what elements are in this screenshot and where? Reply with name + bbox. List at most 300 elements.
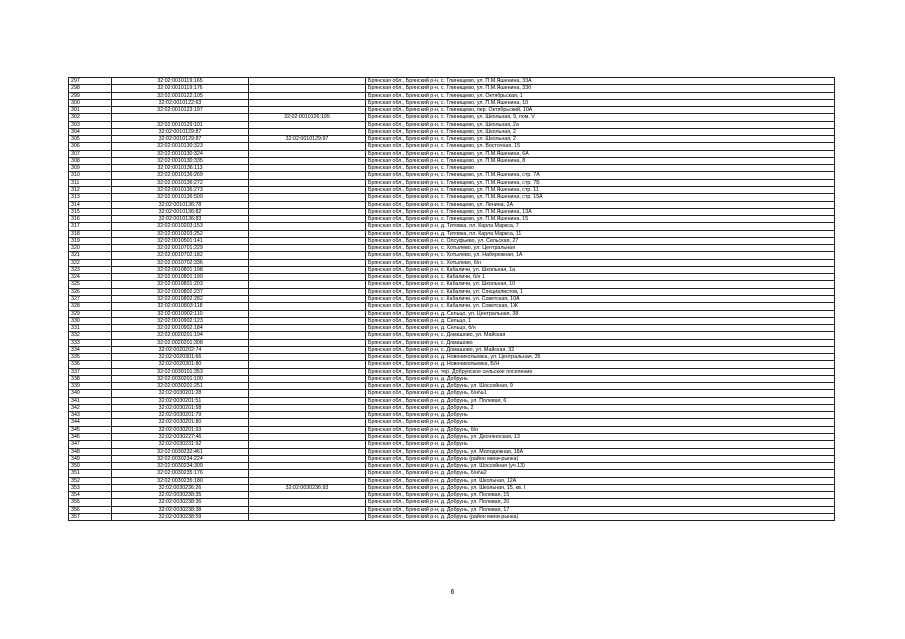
parent-cadastral-number-cell <box>249 78 366 85</box>
address-cell: Брянская обл., Брянский р-н, д. Добрунь, ул. Школьная, 12А <box>366 477 835 484</box>
page-number: 6 <box>450 589 455 596</box>
parent-cadastral-number-cell <box>249 368 366 375</box>
cadastral-number-cell: 32:02:0030238:59 <box>112 513 249 520</box>
parent-cadastral-number-cell <box>249 295 366 302</box>
table-row <box>69 434 835 441</box>
table-row <box>69 339 835 346</box>
parent-cadastral-number-cell <box>249 165 366 172</box>
row-number-cell: 346 <box>69 434 112 441</box>
row-number-cell: 313 <box>69 194 112 201</box>
cadastral-number-cell: 32:02:0030232:461 <box>112 448 249 455</box>
row-number-cell: 297 <box>69 78 112 85</box>
cadastral-number-cell: 32:02:0030201:51 <box>112 397 249 404</box>
row-number-cell: 307 <box>69 150 112 157</box>
cadastral-number-cell: 32:02:0010802:237 <box>112 288 249 295</box>
cadastral-number-cell: 32:02:0030201:100 <box>112 375 249 382</box>
parent-cadastral-number-cell <box>249 506 366 513</box>
address-cell: Брянская обл., Брянский р-н, д. Добрунь, ул. Шоссейная (уч.13) <box>366 463 835 470</box>
address-cell: Брянская обл., Брянский р-н, с. Кабаличи, ул. Специалистов, 1 <box>366 288 835 295</box>
row-number-cell: 306 <box>69 143 112 150</box>
address-cell: Брянская обл., Брянский р-н, с. Глинищево, ул. Школьная, 2а <box>366 121 835 128</box>
address-cell: Брянская обл., Брянский р-н, д. Добрунь, б/н№1 <box>366 390 835 397</box>
cadastral-number-cell: 32:02:0010136:83 <box>112 216 249 223</box>
table-row <box>69 216 835 223</box>
row-number-cell: 322 <box>69 259 112 266</box>
row-number-cell: 305 <box>69 136 112 143</box>
parent-cadastral-number-cell <box>249 150 366 157</box>
cadastral-number-cell: 32:02:0030238:36 <box>112 499 249 506</box>
address-cell: Брянская обл., Брянский р-н, д. Титовка, пл. Карла Маркса, 11 <box>366 230 835 237</box>
parent-cadastral-number-cell <box>249 397 366 404</box>
address-cell: Брянская обл., Брянский р-н, с. Глинищево, ул. П.М.Яшенина, стр. 15А <box>366 194 835 201</box>
table-row <box>69 157 835 164</box>
table-row <box>69 441 835 448</box>
table-row <box>69 484 835 491</box>
row-number-cell: 327 <box>69 295 112 302</box>
table-row <box>69 237 835 244</box>
cadastral-number-cell: 32:02:0010136:269 <box>112 172 249 179</box>
cadastral-number-cell: 32:02:0030227:46 <box>112 434 249 441</box>
row-number-cell: 336 <box>69 361 112 368</box>
table-row <box>69 150 835 157</box>
row-number-cell: 319 <box>69 237 112 244</box>
address-cell: Брянская обл., Брянский р-н, д. Добрунь (район мини-рынка) <box>366 455 835 462</box>
table-row <box>69 274 835 281</box>
address-cell: Брянская обл., Брянский р-н, с. Глинищево, ул. Ленина, 2А <box>366 201 835 208</box>
table-row <box>69 375 835 382</box>
table-row <box>69 470 835 477</box>
parent-cadastral-number-cell <box>249 317 366 324</box>
parent-cadastral-number-cell <box>249 230 366 237</box>
cadastral-number-cell: 32:02:0010119:176 <box>112 85 249 92</box>
row-number-cell: 325 <box>69 281 112 288</box>
table-row <box>69 354 835 361</box>
cadastral-number-cell: 32:02:0020301:66 <box>112 354 249 361</box>
row-number-cell: 337 <box>69 368 112 375</box>
parent-cadastral-number-cell <box>249 412 366 419</box>
parent-cadastral-number-cell <box>249 477 366 484</box>
address-cell: Брянская обл., Брянский р-н, с. Кабаличи, б/н 1 <box>366 274 835 281</box>
parent-cadastral-number-cell <box>249 245 366 252</box>
table-row <box>69 78 835 85</box>
cadastral-number-cell: 32:02:0030238:38 <box>112 506 249 513</box>
table-row <box>69 448 835 455</box>
table-row <box>69 245 835 252</box>
parent-cadastral-number-cell: 32:02:0010129:97 <box>249 136 366 143</box>
cadastral-number-cell: 32:02:0010136:113 <box>112 165 249 172</box>
address-cell: Брянская обл., Брянский р-н, с. Кабаличи, ул. Советская, 1Ж <box>366 303 835 310</box>
cadastral-number-cell: 32:02:0010801:203 <box>112 281 249 288</box>
cadastral-number-cell: 32:02:0010802:282 <box>112 295 249 302</box>
cadastral-number-cell: 32:02:0010136:273 <box>112 186 249 193</box>
parent-cadastral-number-cell <box>249 361 366 368</box>
cadastral-number-cell: 32:02:0010902:184 <box>112 325 249 332</box>
row-number-cell: 347 <box>69 441 112 448</box>
table-row <box>69 325 835 332</box>
table-row <box>69 172 835 179</box>
address-cell: Брянская обл., Брянский р-н, с. Глинищево, ул. П.М.Яшенина, стр. 7Б <box>366 179 835 186</box>
address-cell: Брянская обл., Брянский р-н, с. Хотылево, ул. Набережная, 1А <box>366 252 835 259</box>
address-cell: Брянская обл., Брянский р-н, с. Хотылево, б/н <box>366 259 835 266</box>
cadastral-number-cell: 32:02:0030101:353 <box>112 368 249 375</box>
parent-cadastral-number-cell <box>249 499 366 506</box>
cadastral-number-cell: 32:02:0020202:74 <box>112 346 249 353</box>
address-cell: Брянская обл., Брянский р-н, д. Новоникольевка, Б/Н <box>366 361 835 368</box>
address-cell: Брянская обл., Брянский р-н, с. Олсуфьево, ул. Сельская, 27 <box>366 237 835 244</box>
table-row <box>69 383 835 390</box>
row-number-cell: 350 <box>69 463 112 470</box>
cadastral-number-cell: 32:02:0010119:165 <box>112 78 249 85</box>
parent-cadastral-number-cell <box>249 157 366 164</box>
cadastral-number-cell: 32:02:0010129:87 <box>112 128 249 135</box>
table-row <box>69 194 835 201</box>
address-cell: Брянская обл., Брянский р-н, с. Глинищево, ул. Школьная, 2 <box>366 128 835 135</box>
table-row <box>69 419 835 426</box>
cadastral-number-cell: 32:02:0030235:180 <box>112 477 249 484</box>
address-cell: Брянская обл., Брянский р-н, с. Домашово <box>366 339 835 346</box>
parent-cadastral-number-cell <box>249 383 366 390</box>
parent-cadastral-number-cell <box>249 448 366 455</box>
parent-cadastral-number-cell <box>249 354 366 361</box>
address-cell: Брянская обл., Брянский р-н, с. Глинищево, ул. Октябрьская, 1 <box>366 92 835 99</box>
cadastral-number-cell: 32:02:0010801:199 <box>112 274 249 281</box>
address-cell: Брянская обл., Брянский р-н, д. Добрунь <box>366 441 835 448</box>
table-row <box>69 223 835 230</box>
table-row <box>69 317 835 324</box>
row-number-cell: 339 <box>69 383 112 390</box>
row-number-cell: 342 <box>69 404 112 411</box>
address-cell: Брянская обл., Брянский р-н, с. Глинищево, ул. П.М.Яшенина, 13А <box>366 208 835 215</box>
row-number-cell: 353 <box>69 484 112 491</box>
row-number-cell: 310 <box>69 172 112 179</box>
address-cell: Брянская обл., Брянский р-н, д. Сельцо, 1 <box>366 317 835 324</box>
cadastral-number-cell: 32:02:0030201:80 <box>112 419 249 426</box>
row-number-cell: 300 <box>69 99 112 106</box>
cadastral-number-cell: 32:02:0010122:105 <box>112 92 249 99</box>
row-number-cell: 352 <box>69 477 112 484</box>
address-cell: Брянская обл., Брянский р-н, д. Добрунь, б/н№2 <box>366 470 835 477</box>
row-number-cell: 345 <box>69 426 112 433</box>
address-cell: Брянская обл., Брянский р-н, с. Глинищево, ул. П.М.Яшенина, 15 <box>366 216 835 223</box>
parent-cadastral-number-cell <box>249 434 366 441</box>
cadastral-number-cell: 32:02:0030238:35 <box>112 492 249 499</box>
row-number-cell: 311 <box>69 179 112 186</box>
table-row <box>69 230 835 237</box>
cadastral-number-cell: 32:02:0010702:182 <box>112 252 249 259</box>
parent-cadastral-number-cell <box>249 121 366 128</box>
parent-cadastral-number-cell <box>249 310 366 317</box>
parent-cadastral-number-cell <box>249 390 366 397</box>
cadastral-number-cell: 32:02:0010902:123 <box>112 317 249 324</box>
address-cell: Брянская обл., Брянский р-н, с. Глинищево, ул. П.М.Яшенина, стр. 7А <box>366 172 835 179</box>
table-row <box>69 426 835 433</box>
table-row <box>69 266 835 273</box>
row-number-cell: 317 <box>69 223 112 230</box>
table-row <box>69 404 835 411</box>
parent-cadastral-number-cell <box>249 252 366 259</box>
cadastral-number-cell: 32:02:0010123:197 <box>112 107 249 114</box>
table-row <box>69 121 835 128</box>
cadastral-number-cell: 32:02:0010701:229 <box>112 245 249 252</box>
row-number-cell: 356 <box>69 506 112 513</box>
parent-cadastral-number-cell <box>249 208 366 215</box>
cadastral-number-cell: 32:02:0010203:252 <box>112 230 249 237</box>
row-number-cell: 333 <box>69 339 112 346</box>
address-cell: Брянская обл., Брянский р-н, д. Добрунь, ул. Шоссейная, 9 <box>366 383 835 390</box>
table-row <box>69 186 835 193</box>
table-row <box>69 179 835 186</box>
table-row <box>69 332 835 339</box>
table-row <box>69 506 835 513</box>
row-number-cell: 326 <box>69 288 112 295</box>
table-row <box>69 361 835 368</box>
parent-cadastral-number-cell: 32:02:0010126:195 <box>249 114 366 121</box>
parent-cadastral-number-cell <box>249 143 366 150</box>
cadastral-number-cell: 32:02:0010130:324 <box>112 150 249 157</box>
parent-cadastral-number-cell <box>249 455 366 462</box>
table-row <box>69 143 835 150</box>
address-cell: Брянская обл., Брянский р-н, д. Добрунь, ул. Полевая, 6 <box>366 397 835 404</box>
table-row <box>69 288 835 295</box>
parent-cadastral-number-cell <box>249 237 366 244</box>
parent-cadastral-number-cell <box>249 172 366 179</box>
parent-cadastral-number-cell <box>249 426 366 433</box>
cadastral-number-cell: 32:02:0030201:251 <box>112 383 249 390</box>
row-number-cell: 309 <box>69 165 112 172</box>
cadastral-number-cell: 32:02:0030236:26 <box>112 484 249 491</box>
registry-table-body <box>69 78 835 521</box>
cadastral-number-cell: 32:02:0010122:63 <box>112 99 249 106</box>
table-row <box>69 281 835 288</box>
row-number-cell: 323 <box>69 266 112 273</box>
address-cell: Брянская обл., Брянский р-н, д. Сельцо, б/н <box>366 325 835 332</box>
table-row <box>69 114 835 121</box>
row-number-cell: 303 <box>69 121 112 128</box>
cadastral-number-cell: 32:02:0020301:80 <box>112 361 249 368</box>
parent-cadastral-number-cell <box>249 216 366 223</box>
row-number-cell: 301 <box>69 107 112 114</box>
row-number-cell: 315 <box>69 208 112 215</box>
cadastral-number-cell: 32:02:0010136:509 <box>112 194 249 201</box>
address-cell: Брянская обл., Брянский р-н, д. Добрунь <box>366 412 835 419</box>
parent-cadastral-number-cell <box>249 92 366 99</box>
address-cell: Брянская обл., Брянский р-н, с. Глинищево, ул. Восточная, 15 <box>366 143 835 150</box>
row-number-cell: 338 <box>69 375 112 382</box>
table-row <box>69 128 835 135</box>
row-number-cell: 331 <box>69 325 112 332</box>
address-cell: Брянская обл., Брянский р-н, д. Добрунь (район мини-рынка) <box>366 513 835 520</box>
cadastral-number-cell: 32:02:0010902:110 <box>112 310 249 317</box>
parent-cadastral-number-cell <box>249 332 366 339</box>
cadastral-number-cell: 32:02:0010803:118 <box>112 303 249 310</box>
table-row <box>69 201 835 208</box>
address-cell: Брянская обл., Брянский р-н, д. Добрунь <box>366 375 835 382</box>
address-cell: Брянская обл., Брянский р-н, с. Домашово, ул. Майская <box>366 332 835 339</box>
row-number-cell: 357 <box>69 513 112 520</box>
row-number-cell: 334 <box>69 346 112 353</box>
parent-cadastral-number-cell <box>249 419 366 426</box>
row-number-cell: 328 <box>69 303 112 310</box>
address-cell: Брянская обл., Брянский р-н, с. Глинищево, ул. П.М.Яшенина, стр. 11 <box>366 186 835 193</box>
row-number-cell: 354 <box>69 492 112 499</box>
cadastral-number-cell: 32:02:0030234:309 <box>112 463 249 470</box>
parent-cadastral-number-cell: 32:02:0030236:93 <box>249 484 366 491</box>
cadastral-number-cell: 32:02:0030235:176 <box>112 470 249 477</box>
cadastral-number-cell: 32:02:0010129:101 <box>112 121 249 128</box>
cadastral-number-cell: 32:02:0030201:93 <box>112 426 249 433</box>
row-number-cell: 308 <box>69 157 112 164</box>
address-cell: Брянская обл., Брянский р-н, д. Титовка, пл. Карла Маркса, 7 <box>366 223 835 230</box>
table-row <box>69 499 835 506</box>
address-cell: Брянская обл., Брянский р-н, с. Домашово, ул. Майская, 32 <box>366 346 835 353</box>
row-number-cell: 321 <box>69 252 112 259</box>
table-row <box>69 492 835 499</box>
row-number-cell: 312 <box>69 186 112 193</box>
cadastral-number-cell: 32:02:0010203:153 <box>112 223 249 230</box>
table-row <box>69 99 835 106</box>
row-number-cell: 304 <box>69 128 112 135</box>
address-cell: Брянская обл., Брянский р-н, д. Добрунь, б/н <box>366 426 835 433</box>
parent-cadastral-number-cell <box>249 288 366 295</box>
cadastral-number-cell: 32:02:0010130:335 <box>112 157 249 164</box>
row-number-cell: 343 <box>69 412 112 419</box>
row-number-cell: 320 <box>69 245 112 252</box>
row-number-cell: 299 <box>69 92 112 99</box>
cadastral-number-cell: 32:02:0030201:58 <box>112 404 249 411</box>
table-row <box>69 346 835 353</box>
registry-table <box>68 77 835 521</box>
table-row <box>69 310 835 317</box>
address-cell: Брянская обл., Брянский р-н, с. Глинищево, ул. П.М.Яшенина, 33А <box>366 78 835 85</box>
address-cell: Брянская обл., Брянский р-н, с. Глинищево, ул. Школьная, 9, пом. V <box>366 114 835 121</box>
address-cell: Брянская обл., Брянский р-н, д. Добрунь, ул. Школьная, 15, кв. I <box>366 484 835 491</box>
address-cell: Брянская обл., Брянский р-н, д. Добрунь, ул. Полевая, 20 <box>366 499 835 506</box>
parent-cadastral-number-cell <box>249 325 366 332</box>
parent-cadastral-number-cell <box>249 513 366 520</box>
parent-cadastral-number-cell <box>249 346 366 353</box>
address-cell: Брянская обл., Брянский р-н, тер. Добрунское сельское поселение <box>366 368 835 375</box>
parent-cadastral-number-cell <box>249 223 366 230</box>
address-cell: Брянская обл., Брянский р-н, д. Добрунь, ул. Молодежная, 18А <box>366 448 835 455</box>
parent-cadastral-number-cell <box>249 201 366 208</box>
address-cell: Брянская обл., Брянский р-н, с. Глинищево, пер. Октябрьский, 10А <box>366 107 835 114</box>
address-cell: Брянская обл., Брянский р-н, с. Глинищево, ул. П.М.Яшенина, 10 <box>366 99 835 106</box>
parent-cadastral-number-cell <box>249 492 366 499</box>
cadastral-number-cell: 32:02:0020201:308 <box>112 339 249 346</box>
table-row <box>69 463 835 470</box>
parent-cadastral-number-cell <box>249 303 366 310</box>
parent-cadastral-number-cell <box>249 107 366 114</box>
cadastral-number-cell: 32:02:0030234:224 <box>112 455 249 462</box>
parent-cadastral-number-cell <box>249 186 366 193</box>
row-number-cell: 340 <box>69 390 112 397</box>
parent-cadastral-number-cell <box>249 470 366 477</box>
cadastral-number-cell: 32:02:0020201:194 <box>112 332 249 339</box>
cadastral-number-cell: 32:02:0010801:198 <box>112 266 249 273</box>
row-number-cell: 335 <box>69 354 112 361</box>
cadastral-number-cell: 32:02:0010702:336 <box>112 259 249 266</box>
parent-cadastral-number-cell <box>249 463 366 470</box>
row-number-cell: 351 <box>69 470 112 477</box>
table-row <box>69 107 835 114</box>
table-row <box>69 397 835 404</box>
parent-cadastral-number-cell <box>249 266 366 273</box>
row-number-cell: 318 <box>69 230 112 237</box>
cadastral-number-cell <box>112 114 249 121</box>
address-cell: Брянская обл., Брянский р-н, с. Кабаличи, ул. Школьная, 10 <box>366 281 835 288</box>
parent-cadastral-number-cell <box>249 85 366 92</box>
table-row <box>69 208 835 215</box>
parent-cadastral-number-cell <box>249 259 366 266</box>
cadastral-number-cell: 32:02:0010136:78 <box>112 201 249 208</box>
cadastral-number-cell: 32:02:0030231:92 <box>112 441 249 448</box>
cadastral-number-cell: 32:02:0010129:87 <box>112 136 249 143</box>
table-row <box>69 92 835 99</box>
parent-cadastral-number-cell <box>249 194 366 201</box>
parent-cadastral-number-cell <box>249 99 366 106</box>
row-number-cell: 314 <box>69 201 112 208</box>
address-cell: Брянская обл., Брянский р-н, д. Новоникольевка, ул. Центральная, 35 <box>366 354 835 361</box>
table-row <box>69 295 835 302</box>
table-row <box>69 368 835 375</box>
address-cell: Брянская обл., Брянский р-н, д. Добрунь, 2 <box>366 404 835 411</box>
row-number-cell: 324 <box>69 274 112 281</box>
row-number-cell: 348 <box>69 448 112 455</box>
parent-cadastral-number-cell <box>249 179 366 186</box>
cadastral-number-cell: 32:02:0030201:79 <box>112 412 249 419</box>
address-cell: Брянская обл., Брянский р-н, с. Глинищево, ул. П.М.Яшенина, 6А <box>366 150 835 157</box>
table-row <box>69 85 835 92</box>
table-row <box>69 303 835 310</box>
table-row <box>69 412 835 419</box>
address-cell: Брянская обл., Брянский р-н, д. Сельцо, ул. Центральная, 38 <box>366 310 835 317</box>
parent-cadastral-number-cell <box>249 404 366 411</box>
row-number-cell: 349 <box>69 455 112 462</box>
row-number-cell: 329 <box>69 310 112 317</box>
table-row <box>69 390 835 397</box>
table-row <box>69 455 835 462</box>
table-row <box>69 165 835 172</box>
cadastral-number-cell: 32:02:0030201:28 <box>112 390 249 397</box>
parent-cadastral-number-cell <box>249 274 366 281</box>
address-cell: Брянская обл., Брянский р-н, с. Глинищево, ул. П.М.Яшенина, 8 <box>366 157 835 164</box>
table-row <box>69 259 835 266</box>
address-cell: Брянская обл., Брянский р-н, с. Кабаличи, ул. Школьная, 1а <box>366 266 835 273</box>
table-row <box>69 136 835 143</box>
parent-cadastral-number-cell <box>249 128 366 135</box>
parent-cadastral-number-cell <box>249 375 366 382</box>
table-row <box>69 252 835 259</box>
row-number-cell: 298 <box>69 85 112 92</box>
cadastral-number-cell: 32:02:0010501:141 <box>112 237 249 244</box>
cadastral-number-cell: 32:02:0010130:323 <box>112 143 249 150</box>
row-number-cell: 316 <box>69 216 112 223</box>
table-row <box>69 477 835 484</box>
parent-cadastral-number-cell <box>249 441 366 448</box>
address-cell: Брянская обл., Брянский р-н, с. Хотылево, ул. Центральная <box>366 245 835 252</box>
address-cell: Брянская обл., Брянский р-н, д. Добрунь, ул. Полевая, 15 <box>366 492 835 499</box>
row-number-cell: 344 <box>69 419 112 426</box>
parent-cadastral-number-cell <box>249 281 366 288</box>
address-cell: Брянская обл., Брянский р-н, д. Добрунь, ул. Полевая, 17 <box>366 506 835 513</box>
table-row <box>69 513 835 520</box>
row-number-cell: 302 <box>69 114 112 121</box>
parent-cadastral-number-cell <box>249 339 366 346</box>
row-number-cell: 332 <box>69 332 112 339</box>
row-number-cell: 355 <box>69 499 112 506</box>
row-number-cell: 330 <box>69 317 112 324</box>
address-cell: Брянская обл., Брянский р-н, с. Глинищево, ул. П.М.Яшенина, 33б <box>366 85 835 92</box>
